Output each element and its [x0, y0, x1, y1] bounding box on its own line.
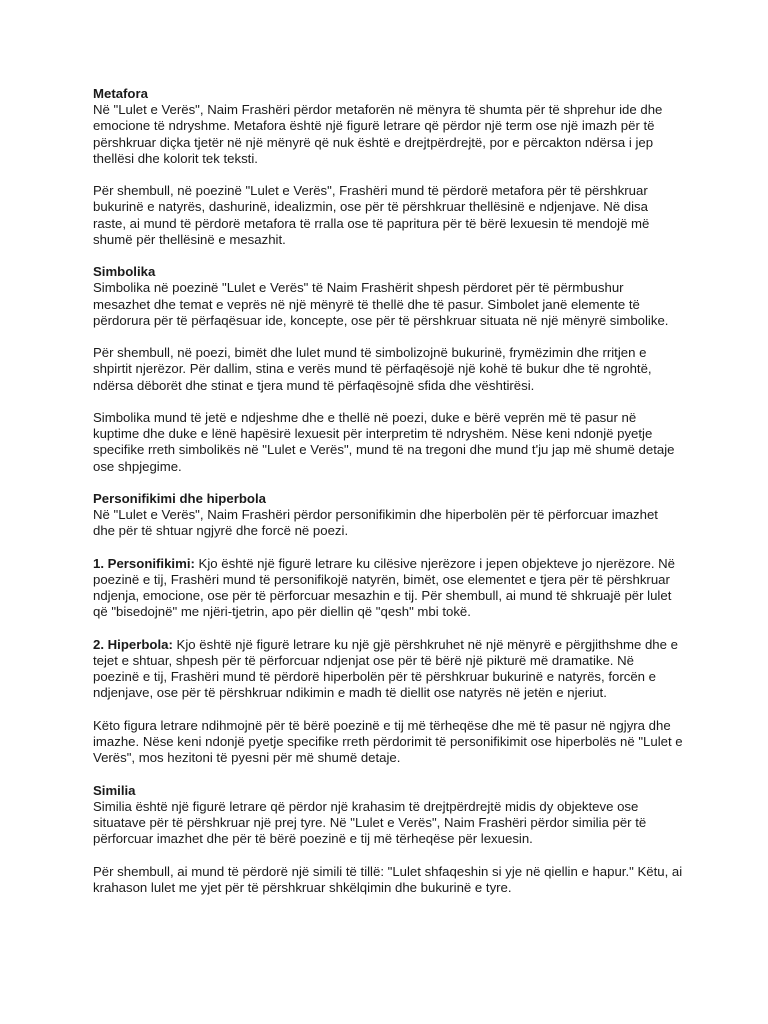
section-title: Similia [93, 782, 136, 798]
section-similia [93, 783, 683, 896]
list-item-lead: 1. Personifikimi: [93, 555, 195, 571]
document-page [93, 86, 683, 912]
paragraph: Similia është një figurë letrare që përdor një krahasim të drejtpërdrejtë midis dy objekteve ose situatave për të përshkruar një prej tyre. Në "Lulet e Verës", Naim Frashëri përdor similia për të përforcuar imazhet dhe për të bërë poezinë e tij më tërheqëse për lexuesin. [93, 798, 647, 847]
list-item-personifikimi [93, 556, 683, 621]
paragraph: Simbolika mund të jetë e ndjeshme dhe e thellë në poezi, duke e bërë veprën më të pasur në kuptime dhe duke e lënë hapësirë lexuesit për interpretim të ndryshëm. Nëse keni ndonjë pyetje specifike rreth simbolikës në "Lulet e Verës", mund të na tregoni dhe mund t'ju jap më shumë detaje ose shpjegime. [93, 410, 675, 474]
paragraph: Këto figura letrare ndihmojnë për të bërë poezinë e tij më tërheqëse dhe më të pasur në ngjyra dhe imazhe. Nëse keni ndonjë pyetje specifike rreth përdorimit të personifikimit ose hiperbolës në "Lulet e Verës", mos hezitoni të pyesni për më shumë detaje. [93, 717, 683, 766]
section-title: Personifikimi dhe hiperbola [93, 491, 266, 506]
section-personifikimi-hiperbola [93, 491, 683, 766]
list-item-hiperbola [93, 637, 683, 702]
paragraph: Për shembull, ai mund të përdorë një simili të tillë: "Lulet shfaqeshin si yje në qiellin e hapur." Këtu, ai krahason lulet me yjet për të përshkruar shkëlqimin dhe bukurinë e tyre. [93, 863, 683, 895]
paragraph: Në "Lulet e Verës", Naim Frashëri përdor metaforën në mënyra të shumta për të shprehur ide dhe emocione të ndryshme. Metafora është një figurë letrare që përdor një term ose një imazh për të përshkruar diçka tjetër në një mënyrë që nuk është e drejtpërdrejtë, por e përcakton ndërsa i jep thellësi dhe kolorit tek teksti. [93, 102, 663, 166]
section-simbolika [93, 264, 683, 475]
section-metafora [93, 86, 683, 248]
list-item-text: Kjo është një figurë letrare ku cilësive njerëzore i jepen objekteve jo njerëzore. Në poezinë e tij, Frashëri mund të personifikojë natyrën, bimët, ose elementet e tjera për të përshkruar ndjenja, emocione, ose për të përforcuar mesazhin e tij. Për shembull, ai mund të shkruajë për lulet që "bisedojnë" me njëri-tjetrin, apo për diellin që "qesh" mbi tokë. [93, 555, 676, 620]
paragraph: Në "Lulet e Verës", Naim Frashëri përdor personifikimin dhe hiperbolën për të përforcuar imazhet dhe për të shtuar ngjyrë dhe forcë në poezi. [93, 507, 658, 539]
section-title: Metafora [93, 86, 148, 101]
paragraph: Simbolika në poezinë "Lulet e Verës" të Naim Frashërit shpesh përdoret për të përmbushur mesazhet dhe temat e veprës në një mënyrë të thellë dhe të pasur. Simbolet janë elemente të përdorura për të përfaqësuar ide, koncepte, ose për të përshkruar situata në një mënyrë simbolike. [93, 280, 669, 328]
list-item-lead: 2. Hiperbola: [93, 636, 173, 652]
list-item-text: Kjo është një figurë letrare ku një gjë përshkruhet në një mënyrë e përgjithshme dhe e tejet e shtuar, shpesh për të përforcuar ndjenjat ose për të bërë një pikturë më dramatike. Në poezinë e tij, Frashëri mund të përdorë hiperbolën për të përshkruar bukurinë e natyrës, forcën e ndjenjave, ose për të përshkruar ndikimin e madh të diellit ose natyrës në jetën e njeriut. [93, 636, 678, 701]
paragraph: Për shembull, në poezinë "Lulet e Verës", Frashëri mund të përdorë metafora për të përshkruar bukurinë e natyrës, dashurinë, idealizmin, ose për të përshkruar thellësinë e ndjenjave. Në disa raste, ai mund të përdorë metafora të rralla ose të papritura për të bërë lexuesin të mendojë më shumë për thellësinë e mesazhit. [93, 183, 650, 247]
section-title: Simbolika [93, 264, 156, 280]
paragraph: Për shembull, në poezi, bimët dhe lulet mund të simbolizojnë bukurinë, frymëzimin dhe rritjen e shpirtit njerëzor. Për dallim, stina e verës mund të përfaqësojë një kohë të bukur dhe të ngrohtë, ndërsa dëborët dhe stinat e tjera mund të përfaqësojnë sfida dhe vështirësi. [93, 345, 652, 393]
